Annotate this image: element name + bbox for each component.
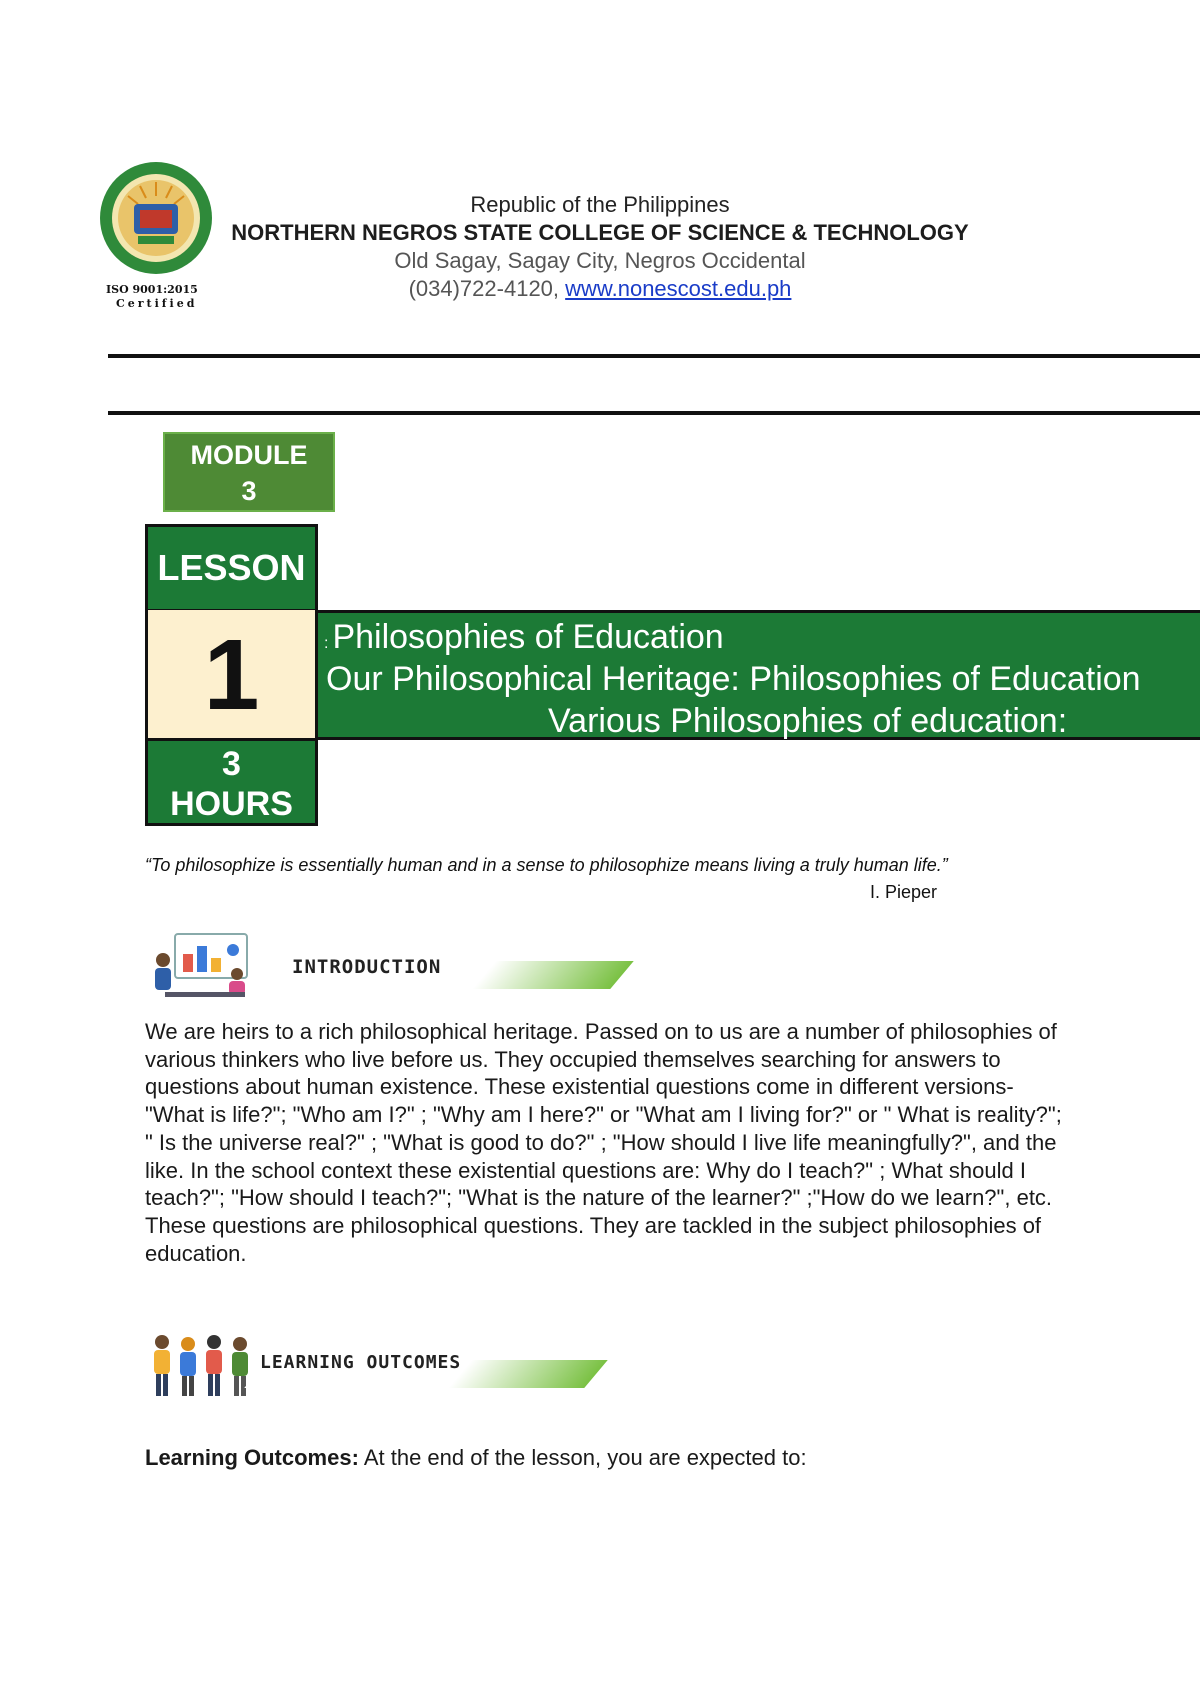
lesson-title-line-3: Various Philosophies of education: [548,702,1068,740]
header-contact [200,276,1000,302]
module-number: 3 [241,476,257,506]
college-seal-logo [96,160,216,310]
lesson-label-box: LESSON [145,524,318,612]
learning-outcomes-banner [148,1330,598,1400]
introduction-banner [145,930,625,1000]
lesson-number-box: 1 [145,610,318,740]
header-country: Republic of the Philippines [470,192,730,217]
introduction-paragraph: We are heirs to a rich philosophical heritage. Passed on to us are a number of philosophies of various thinkers who live before us. They occupied themselves searching for answers to questions about human existence. These existential questions come in different versions- "What is life?"; "Who am I?" ; "Why am I here?" or "What am I living for?" or " What is reality?"; " Is the universe real?" ; "What is good to do?" ; "How should I live life meaningfully?", and the like. In the school context these existential questions are: Why do I teach?" ; What should I teach?"; "How should I teach?"; "What is the nature of the learner?" ;"How do we learn?", etc. These questions are philosophical questions. They are tackled in the subject philosophies of education. [145,1019,1062,1266]
header-address: Old Sagay, Sagay City, Negros Occidental [394,248,806,273]
header-institution: NORTHERN NEGROS STATE COLLEGE OF SCIENCE & TECHNOLOGY [231,220,969,245]
learning-outcomes-text: At the end of the lesson, you are expected to: [358,1445,807,1470]
introduction-heading: INTRODUCTION [292,956,442,978]
seal-cert-line1: ISO 9001:2015 [106,283,198,296]
header-phone: (034)722-4120, [408,276,560,301]
learning-outcomes-heading: LEARNING OUTCOMES [260,1352,462,1373]
presentation-illustration-icon [145,930,260,1004]
lesson-title-band [318,610,1200,740]
title-text-1: Philosophies of Education [332,618,724,656]
header-rule-top [108,354,1200,358]
hours-value: 3 [222,745,241,783]
title-prefix: : [324,635,329,652]
lesson-hours-box [145,738,318,826]
quote-text: “To philosophize is essentially human and in a sense to philosophize means living a truly human life.” [145,855,948,875]
header-website-link[interactable]: www.nonescost.edu.ph [565,276,792,301]
quote-author: I. Pieper [870,882,938,902]
module-label: MODULE [190,440,308,470]
students-group-icon [148,1330,258,1400]
module-badge [163,432,335,512]
lesson-title-line-2: Our Philosophical Heritage: Philosophies of Education [326,660,1141,698]
seal-icon [96,160,216,310]
learning-outcomes-line [145,1445,807,1471]
learning-outcomes-label: Learning Outcomes: [145,1445,359,1470]
hours-label: HOURS [170,785,293,823]
header-rule-bottom [108,411,1200,415]
seal-cert-line2: Certified [116,297,198,310]
lesson-title-line-1 [324,618,724,657]
